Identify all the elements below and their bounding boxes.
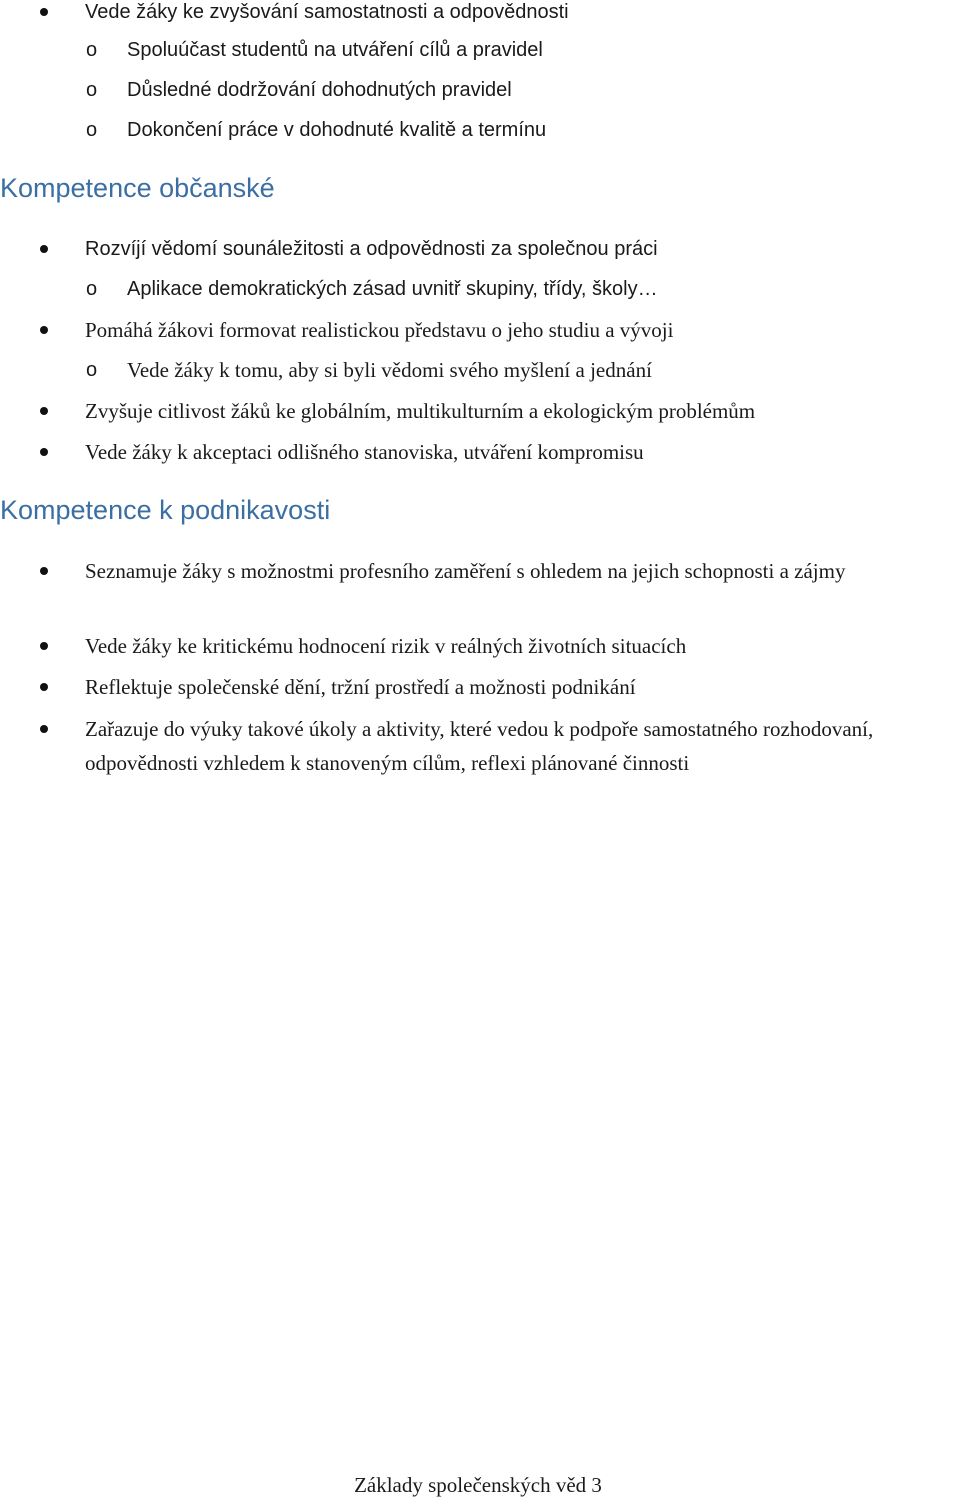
circle-bullet-icon: o: [86, 79, 98, 101]
circle-bullet-icon: o: [86, 119, 98, 141]
bullet-icon: [40, 725, 48, 733]
circle-bullet-icon: o: [86, 39, 98, 61]
list-item-text: Seznamuje žáky s možnostmi profesního zaměření s ohledem na jejich schopnosti a zájmy: [85, 559, 846, 583]
bullet-icon: [40, 567, 48, 575]
bullet-icon: [40, 245, 48, 253]
list-item-text: Zvyšuje citlivost žáků ke globálním, multikulturním a ekologickým problémům: [85, 399, 756, 423]
bullet-icon: [40, 642, 48, 650]
list-item-text: Vede žáky ke zvyšování samostatnosti a odpovědnosti: [85, 1, 569, 23]
circle-bullet-icon: o: [86, 278, 98, 300]
sub-list-item-text: Důsledné dodržování dohodnutých pravidel: [127, 79, 512, 101]
list-item-text: Vede žáky ke kritickému hodnocení rizik v reálných životních situacích: [85, 634, 687, 658]
list-item-text: Reflektuje společenské dění, tržní prostředí a možnosti podnikání: [85, 675, 636, 699]
sub-list-item-text: Spoluúčast studentů na utváření cílů a pravidel: [127, 39, 543, 61]
section-heading-civic: Kompetence občanské: [0, 173, 275, 203]
sub-list-item-text: Dokončení práce v dohodnuté kvalitě a termínu: [127, 119, 547, 141]
list-item-text: Rozvíjí vědomí sounáležitosti a odpovědnosti za společnou práci: [85, 238, 658, 260]
page-footer: Základy společenských věd 3: [354, 1473, 602, 1497]
bullet-icon: [40, 683, 48, 691]
bullet-icon: [40, 448, 48, 456]
list-item-text: Pomáhá žákovi formovat realistickou představu o jeho studiu a vývoji: [85, 318, 674, 342]
list-item-text: Vede žáky k akceptaci odlišného stanoviska, utváření kompromisu: [85, 440, 644, 464]
bullet-icon: [40, 8, 48, 16]
sub-list-item-text: Vede žáky k tomu, aby si byli vědomi svého myšlení a jednání: [127, 358, 652, 382]
section-heading-enterprise: Kompetence k podnikavosti: [0, 495, 331, 525]
circle-bullet-icon: o: [86, 359, 98, 381]
sub-list-item-text: Aplikace demokratických zásad uvnitř skupiny, třídy, školy…: [127, 278, 658, 300]
bullet-icon: [40, 407, 48, 415]
bullet-icon: [40, 326, 48, 334]
list-item-text: Zařazuje do výuky takové úkoly a aktivity, které vedou k podpoře samostatného rozhodovaní, odpovědnosti vzhledem k stanoveným cílům, reflexi plánované činnosti: [85, 717, 874, 775]
